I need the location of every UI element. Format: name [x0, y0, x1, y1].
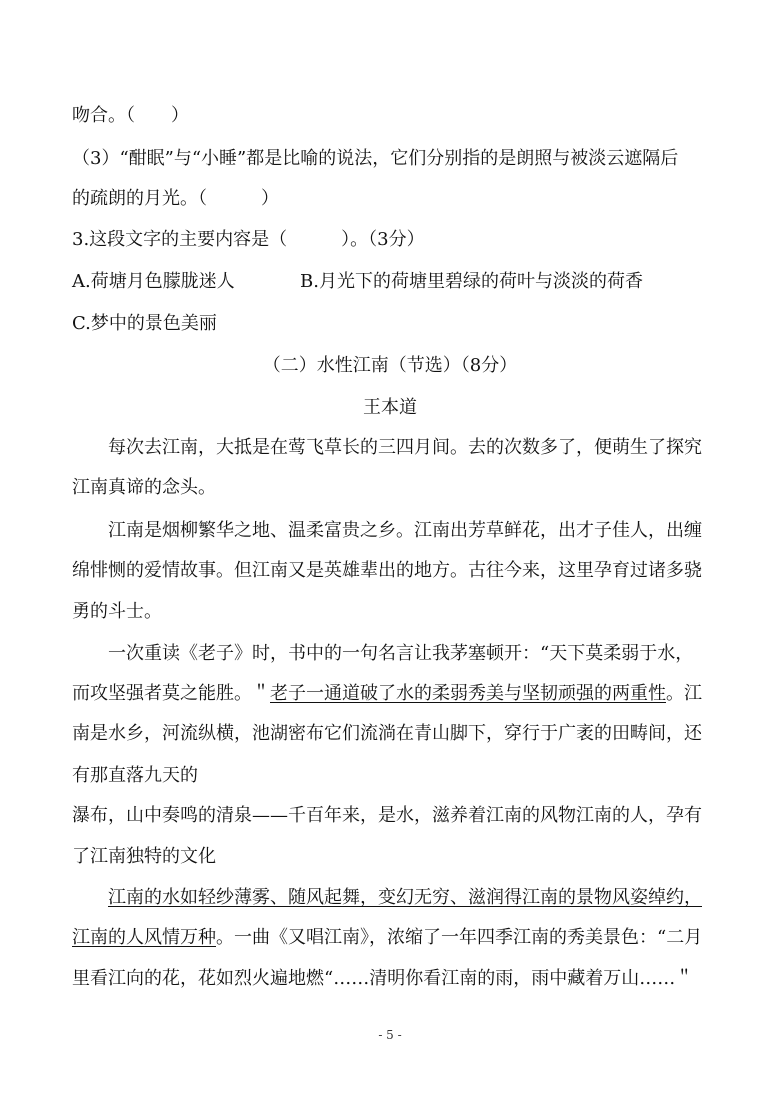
question-3-line-2: 的疏朗的月光。（ ）	[72, 188, 279, 209]
paragraph-4-line-3: 里看江向的花，花如烈火遍地燃“……清明你看江南的雨，雨中藏着万山……＂	[72, 968, 694, 989]
indent	[72, 887, 108, 908]
paragraph-2-line-2: 绵悱恻的爱情故事。但江南又是英雄辈出的地方。古往今来，这里孕育过诸多骁	[72, 560, 702, 581]
paragraph-3-line-3: 南是水乡，河流纵横，池湖密布它们流淌在青山脚下，穿行于广袤的田畴间，还	[72, 723, 702, 744]
paragraph-3-line-2	[72, 682, 702, 706]
option-a: A.荷塘月色朦胧迷人	[72, 271, 235, 292]
text-line: 吻合。（ ）	[72, 105, 189, 126]
paragraph-3-line-6: 了江南独特的文化	[72, 846, 216, 867]
author-name: 王本道	[363, 397, 417, 418]
paragraph-1-line-1: 每次去江南，大抵是在莺飞草长的三四月间。去的次数多了，便萌生了探究	[72, 437, 702, 458]
text-fragment: 。江	[666, 683, 702, 704]
question-main-content: 3.这段文字的主要内容是（ ）。（3分）	[72, 229, 425, 250]
paragraph-3-line-1: 一次重读《老子》时，书中的一句名言让我茅塞顿开：“天下莫柔弱于水，	[72, 643, 694, 664]
paragraph-2-line-1: 江南是烟柳繁华之地、温柔富贵之乡。江南出芳草鲜花，出才子佳人，出缠	[72, 520, 702, 541]
section-title: （二）水性江南（节选）（8分）	[262, 355, 518, 376]
paragraph-3-line-4: 有那直落九天的	[72, 765, 198, 786]
underlined-sentence-2b: 江南的人风情万种	[72, 927, 216, 948]
paragraph-4-line-2	[72, 926, 702, 950]
paragraph-2-line-3: 勇的斗士。	[72, 601, 162, 622]
page-number: - 5 -	[378, 1028, 402, 1042]
text-fragment: 。一曲《又唱江南》，浓缩了一年四季江南的秀美景色：“二月	[216, 927, 703, 948]
option-b: B.月光下的荷塘里碧绿的荷叶与淡淡的荷香	[300, 271, 643, 292]
underlined-sentence-2a: 江南的水如轻纱薄雾、随风起舞，变幻无穷、滋润得江南的景物风姿绰约，	[108, 887, 702, 908]
option-c: C.梦中的景色美丽	[72, 313, 217, 334]
paragraph-4-line-1	[72, 886, 702, 910]
question-3-line-1: （3）“酣眠”与“小睡”都是比喻的说法，它们分别指的是朗照与被淡云遮隔后	[72, 148, 679, 169]
paragraph-3-line-5: 瀑布，山中奏鸣的清泉——千百年来，是水，滋养着江南的风物江南的人，孕有	[72, 805, 702, 826]
underlined-sentence-1: 老子一通道破了水的柔弱秀美与坚韧顽强的两重性	[270, 683, 666, 704]
quote-end: 而攻坚强者莫之能胜。＂	[72, 683, 270, 704]
paragraph-1-line-2: 江南真谛的念头。	[72, 477, 216, 498]
